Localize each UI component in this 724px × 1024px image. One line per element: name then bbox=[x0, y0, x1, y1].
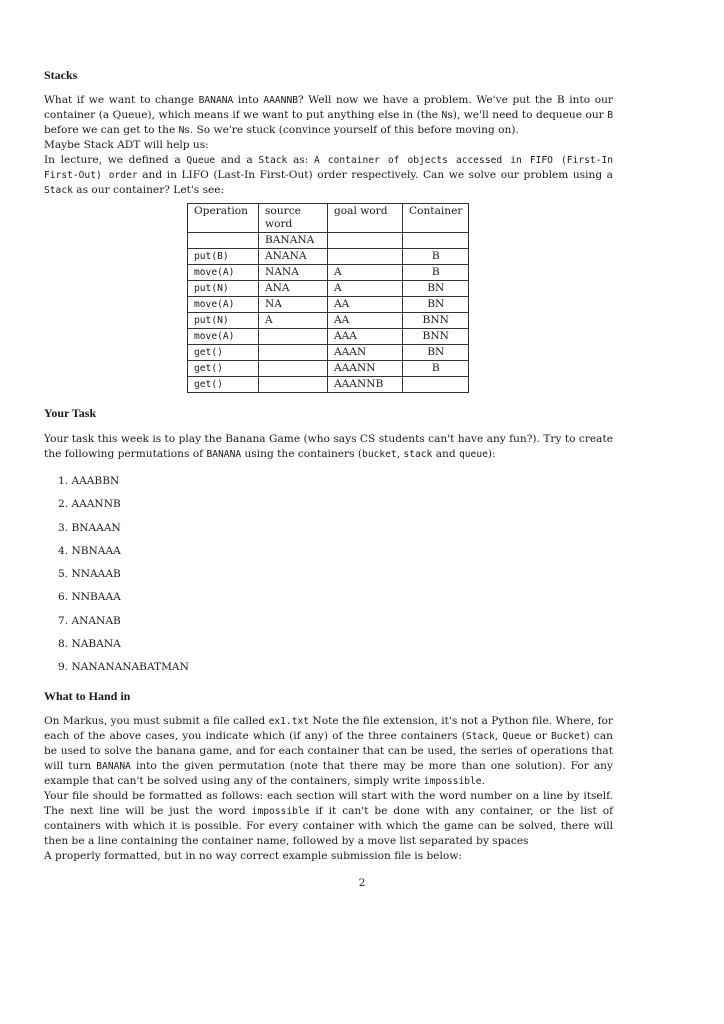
inline-code: BANANA bbox=[96, 760, 131, 772]
inline-code: N bbox=[441, 110, 448, 121]
operation-cell: move(A) bbox=[188, 297, 259, 313]
operation-cell: move(A) bbox=[188, 265, 259, 281]
goal-word-cell: AAANNB bbox=[328, 377, 403, 393]
header-source-word: source word bbox=[259, 204, 328, 233]
stacks-paragraph-1: What if we want to change BANANA into AAANNB? Well now we have a problem. We've put the B into our container (a Queue), which means if we want to put anything else in (the Ns), we'll need to dequeue our B before we can get to the Ns. So we're stuck (convince yourself of this before moving on). bbox=[44, 94, 613, 136]
source-word-cell: ANA bbox=[259, 281, 328, 297]
hand-in-paragraph-2: Your file should be formatted as follows: each section will start with the word number on a line by itself. The next line will be just the word impossible if it can't be done with any container, or the list of containers with which it is possible. For every container with which the game can be solved, there will then be a line containing the container name, followed by a move list separated by spaces bbox=[44, 789, 613, 847]
table-row bbox=[188, 361, 469, 377]
source-word-cell bbox=[259, 329, 328, 345]
table-row bbox=[188, 329, 469, 345]
section-title-your-task: Your Task bbox=[44, 406, 97, 420]
inline-code: BANANA bbox=[198, 95, 234, 106]
table-start-row bbox=[188, 233, 469, 249]
inline-code: Stack bbox=[258, 155, 288, 166]
inline-code: Stack bbox=[465, 730, 495, 742]
operation-cell: move(A) bbox=[188, 329, 259, 345]
table-row bbox=[188, 297, 469, 313]
operations-table bbox=[187, 203, 469, 393]
list-item: 4. NBNAAA bbox=[58, 544, 121, 557]
goal-word-cell: AAA bbox=[328, 329, 403, 345]
inline-code: Bucket bbox=[550, 730, 586, 742]
list-item: 5. NNAAAB bbox=[58, 568, 121, 581]
container-cell: B bbox=[403, 265, 469, 281]
inline-code: queue bbox=[459, 449, 488, 460]
container-cell: BN bbox=[403, 281, 469, 297]
section-title-what-to-hand-in: What to Hand in bbox=[44, 688, 131, 703]
inline-code: A container of objects accessed in FIFO (First-In First-Out) order bbox=[44, 155, 613, 181]
container-cell bbox=[403, 377, 469, 393]
operation-cell: put(N) bbox=[188, 281, 259, 297]
list-item: 6. NNBAAA bbox=[58, 591, 121, 604]
inline-code: Stack bbox=[44, 185, 73, 196]
hand-in-paragraph-3: A properly formatted, but in no way correct example submission file is below: bbox=[44, 849, 462, 862]
page-number: 2 bbox=[358, 877, 366, 889]
inline-code: ex1.txt bbox=[268, 715, 310, 727]
list-item: 3. BNAAAN bbox=[58, 521, 121, 534]
inline-code: BANANA bbox=[206, 449, 242, 460]
inline-code: Queue bbox=[186, 155, 216, 166]
start-source-word: BANANA bbox=[259, 233, 328, 249]
source-word-cell bbox=[259, 345, 328, 361]
list-item: 9. NANANANABATMAN bbox=[58, 661, 189, 674]
source-word-cell: NA bbox=[259, 297, 328, 313]
container-cell: BNN bbox=[403, 329, 469, 345]
table-row bbox=[188, 265, 469, 281]
table-row bbox=[188, 281, 469, 297]
goal-word-cell: AA bbox=[328, 297, 403, 313]
source-word-cell bbox=[259, 361, 328, 377]
source-word-cell: A bbox=[259, 313, 328, 329]
permutation-list bbox=[44, 470, 613, 680]
inline-code: B bbox=[607, 110, 613, 121]
container-cell: B bbox=[403, 249, 469, 265]
goal-word-cell bbox=[328, 249, 403, 265]
source-word-cell: ANANA bbox=[259, 249, 328, 265]
header-goal-word: goal word bbox=[328, 204, 403, 233]
inline-code: AAANNB bbox=[263, 95, 298, 106]
task-paragraph-1: Your task this week is to play the Banana Game (who says CS students can't have any fun?). Try to create the following permutations of BANANA using the containers (bucket, stack and queue): bbox=[44, 433, 613, 460]
list-item: 1. AAABBN bbox=[58, 475, 120, 487]
section-title-stacks: Stacks bbox=[44, 68, 78, 82]
goal-word-cell: AAAN bbox=[328, 345, 403, 361]
goal-word-cell: AA bbox=[328, 313, 403, 329]
operation-cell: put(B) bbox=[188, 249, 259, 265]
stacks-paragraph-2: Maybe Stack ADT will help us: bbox=[44, 139, 209, 151]
source-word-cell: NANA bbox=[259, 265, 328, 281]
inline-code: impossible bbox=[251, 805, 310, 817]
operation-cell: get() bbox=[188, 377, 259, 393]
table-row bbox=[188, 377, 469, 393]
inline-code: bucket bbox=[362, 449, 397, 460]
container-cell: BN bbox=[403, 345, 469, 361]
source-word-cell bbox=[259, 377, 328, 393]
container-cell: BN bbox=[403, 297, 469, 313]
goal-word-cell: AAANN bbox=[328, 361, 403, 377]
header-operation: Operation bbox=[188, 204, 259, 233]
operation-cell: get() bbox=[188, 345, 259, 361]
inline-code: impossible bbox=[423, 775, 482, 787]
container-cell: BNN bbox=[403, 313, 469, 329]
inline-code: Queue bbox=[502, 730, 532, 742]
hand-in-paragraph-1: On Markus, you must submit a file called ex1.txt Note the file extension, it's not a Python file. Where, for each of the above cases, you indicate which (if any) of the three containers (Stack, Queue or Bucket) can be used to solve the banana game, and for each container that can be used, the series of operations that will turn BANANA into the given permutation (note that there may be more than one solution). For any example that can't be solved using any of the containers, simply write impossible. bbox=[44, 714, 613, 787]
stacks-paragraph-3: In lecture, we defined a Queue and a Stack as: A container of objects accessed in FIFO (First-In First-Out) order and in LIFO (Last-In First-Out) order respectively. Can we solve our problem using a Stack as our container? Let's see: bbox=[44, 154, 613, 196]
header-container: Container bbox=[403, 204, 469, 233]
goal-word-cell: A bbox=[328, 265, 403, 281]
page-content bbox=[44, 60, 613, 864]
table-header-row bbox=[188, 204, 469, 233]
operation-cell: get() bbox=[188, 361, 259, 377]
table-row bbox=[188, 345, 469, 361]
container-cell: B bbox=[403, 361, 469, 377]
goal-word-cell: A bbox=[328, 281, 403, 297]
list-item: 8. NABANA bbox=[58, 638, 121, 651]
inline-code: stack bbox=[403, 449, 433, 460]
table-row bbox=[188, 313, 469, 329]
table-row bbox=[188, 249, 469, 265]
inline-code: N bbox=[178, 125, 185, 136]
list-item: 7. ANANAB bbox=[58, 614, 121, 627]
list-item: 2. AAANNB bbox=[58, 498, 121, 511]
operation-cell: put(N) bbox=[188, 313, 259, 329]
